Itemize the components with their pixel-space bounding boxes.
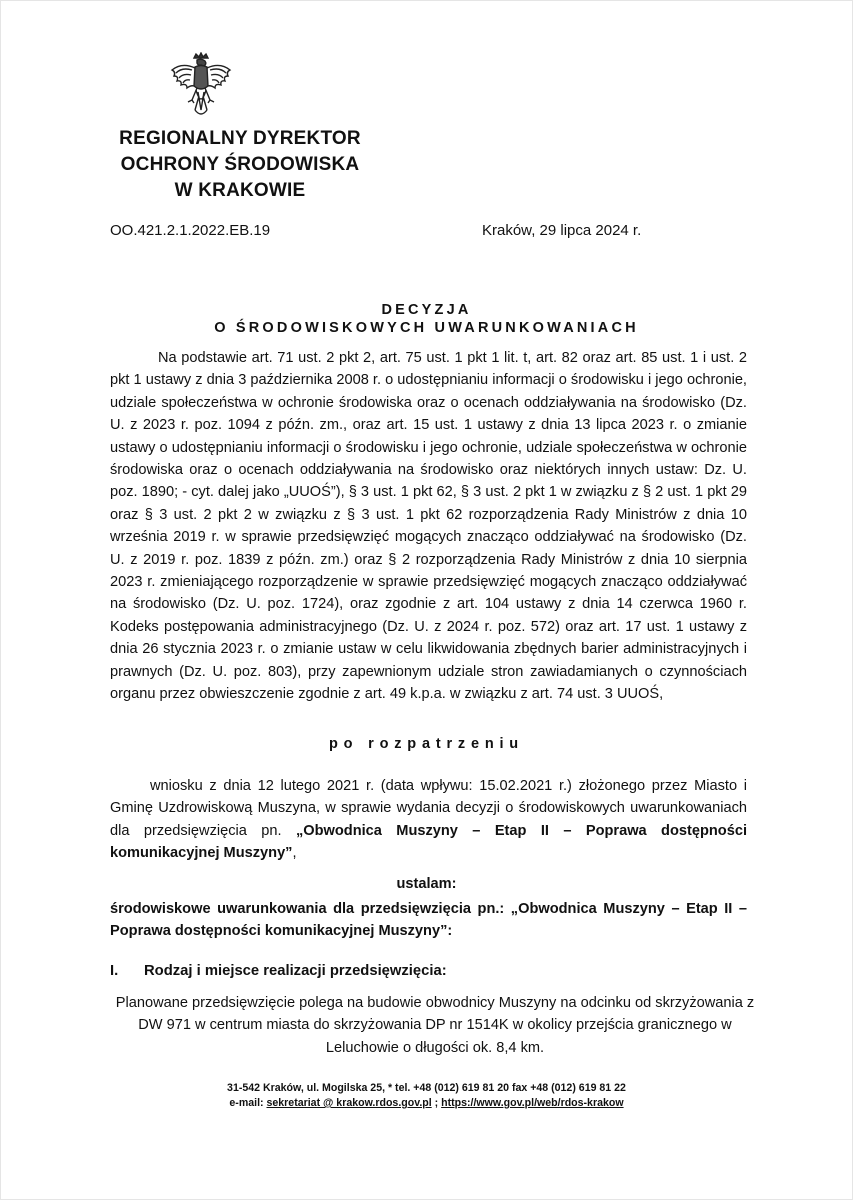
footer-website-link[interactable]: https://www.gov.pl/web/rdos-krakow	[441, 1097, 624, 1109]
ruling-paragraph: środowiskowe uwarunkowania dla przedsięwzięcia pn.: „Obwodnica Muszyny – Etap II – Poprawa dostępności komunikacyjnej Muszyny”:	[110, 901, 747, 940]
office-line-3: W KRAKOWIE	[174, 180, 306, 201]
case-signature: OO.421.2.1.2022.EB.19	[110, 222, 271, 239]
application-end: ,	[292, 845, 297, 862]
issuing-office	[110, 126, 370, 204]
office-line-2: OCHRONY ŚRODOWISKA	[120, 154, 360, 175]
after-consideration-heading: po rozpatrzeniu	[329, 736, 524, 752]
legal-basis-paragraph: Na podstawie art. 71 ust. 2 pkt 2, art. 75 ust. 1 pkt 1 lit. t, art. 82 oraz art. 85 ust. 1 i ust. 2 pkt 1 ustawy z dnia 3 października 2008 r. o udostępnianiu informacji o środowisku i jego ochronie, udziale społeczeństwa w ochronie środowiska oraz o ocenach oddziaływania na środowisko (Dz. U. z 2023 r. poz. 1094 z późn. zm., oraz art. 15 ust. 1 ustawy z dnia 13 lipca 2023 r. o zmianie ustawy o udostępnianiu informacji o środowisku i jego ochronie, udziale społeczeństwa w ochronie środowiska oraz o ocenach oddziaływania na środowisko oraz niektórych innych ustaw: Dz. U. poz. 1890; - cyt. dalej jako „UUOŚ”), § 3 ust. 1 pkt 62, § 3 ust. 2 pkt 1 w związku z § 2 ust. 1 pkt 29 oraz § 3 ust. 2 pkt 2 w związku z § 3 ust. 1 pkt 62 rozporządzenia Rady Ministrów z dnia 10 września 2019 r. w sprawie przedsięwzięć mogących znacząco oddziaływać na środowisko (Dz. U. z 2019 r. poz. 1839 z późn. zm.) oraz § 2 rozporządzenia Rady Ministrów z dnia 10 sierpnia 2023 r. zmieniającego rozporządzenie w sprawie przedsięwzięć mogących znacząco oddziaływać na środowisko (Dz. U. poz. 1724), oraz zgodnie z art. 104 ustawy z dnia 14 czerwca 1960 r. Kodeks postępowania administracyjnego (Dz. U. z 2024 r. poz. 572) oraz art. 17 ust. 1 ustawy z dnia 26 stycznia 2023 r. o zmianie ustaw w celu likwidowania zbędnych barier administracyjnych i prawnych (Dz. U. poz. 803), przy zapewnionym udziale stron zawiadamianych o czynnościach organu przez obwieszczenie zgodnie z art. 49 k.p.a. w związku z art. 74 ust. 3 UUOŚ,	[110, 350, 747, 703]
application-paragraph	[110, 775, 747, 865]
place-and-date: Kraków, 29 lipca 2024 r.	[482, 222, 642, 239]
project-name: „Obwodnica Muszyny – Etap II – Poprawa dostępności komunikacyjnej Muszyny”	[110, 822, 747, 862]
project-description-paragraph: Planowane przedsięwzięcie polega na budowie obwodnicy Muszyny na odcinku od skrzyżowania z DW 971 w centrum miasta do skrzyżowania DP nr 1514K w okolicy przejścia granicznego w Leluchowie o długości ok. 8,4 km.	[115, 995, 755, 1056]
page-footer	[0, 1081, 853, 1111]
decision-title: DECYZJA	[381, 302, 472, 318]
footer-contact	[0, 1096, 853, 1111]
ruling-heading: ustalam:	[396, 876, 457, 892]
footer-email-link[interactable]: sekretariat @ krakow.rdos.gov.pl	[266, 1097, 432, 1109]
application-text: wniosku z dnia 12 lutego 2021 r. (data wpływu: 15.02.2021 r.) złożonego przez Miasto i Gminę Uzdrowiskową Muszyna, w sprawie wydania decyzji o środowiskowych uwarunkowaniach dla przedsięwzięcia pn.	[110, 778, 747, 839]
section-1-heading	[110, 963, 447, 979]
decision-subtitle: O ŚRODOWISKOWYCH UWARUNKOWANIACH	[214, 320, 639, 336]
footer-address: 31-542 Kraków, ul. Mogilska 25, * tel. +48 (012) 619 81 20 fax +48 (012) 619 81 22	[227, 1082, 626, 1094]
office-line-1: REGIONALNY DYREKTOR	[119, 128, 361, 149]
footer-separator: ;	[431, 1097, 442, 1109]
section-1-number: I.	[110, 963, 119, 979]
footer-email-label: e-mail:	[229, 1097, 267, 1109]
section-1-title: Rodzaj i miejsce realizacji przedsięwzięcia:	[144, 963, 447, 979]
polish-eagle-emblem-icon	[168, 52, 234, 124]
